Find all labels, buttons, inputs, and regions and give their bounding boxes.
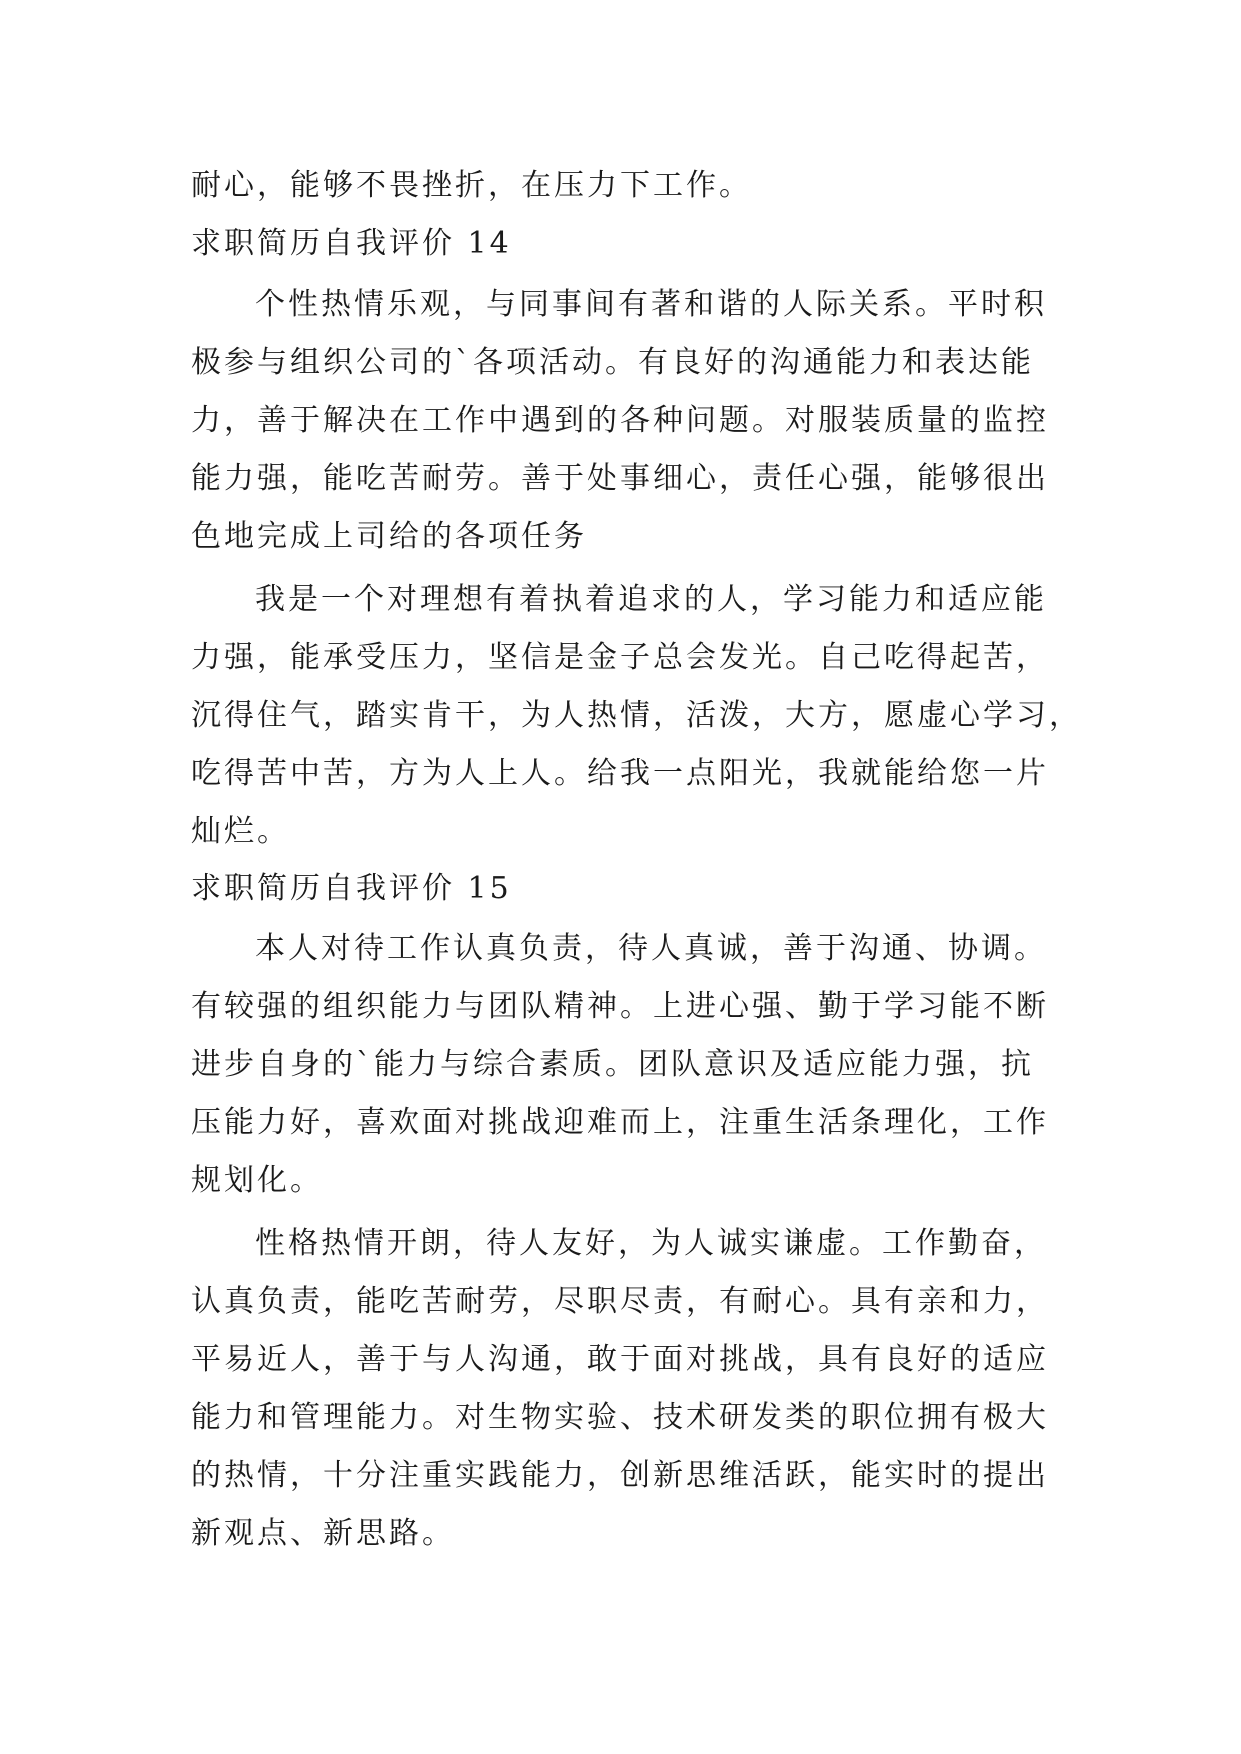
- section-heading: 求职简历自我评价 15: [191, 871, 512, 906]
- paragraph-line: 力强，能承受压力，坚信是金子总会发光。自己吃得起苦，: [191, 640, 1049, 675]
- paragraph-line: 规划化。: [191, 1163, 323, 1198]
- paragraph-line: 能力强，能吃苦耐劳。善于处事细心，责任心强，能够很出: [191, 461, 1049, 496]
- paragraph-line: 色地完成上司给的各项任务: [191, 519, 587, 554]
- paragraph-line: 进步自身的`能力与综合素质。团队意识及适应能力强，抗: [191, 1047, 1034, 1082]
- paragraph-line: 耐心，能够不畏挫折，在压力下工作。: [191, 168, 752, 203]
- paragraph-line: 新观点、新思路。: [191, 1516, 455, 1551]
- paragraph-line: 个性热情乐观，与同事间有著和谐的人际关系。平时积: [255, 287, 1047, 322]
- paragraph-line: 平易近人，善于与人沟通，敢于面对挑战，具有良好的适应: [191, 1342, 1049, 1377]
- paragraph-line: 极参与组织公司的`各项活动。有良好的沟通能力和表达能: [191, 345, 1034, 380]
- paragraph-line: 认真负责，能吃苦耐劳，尽职尽责，有耐心。具有亲和力，: [191, 1284, 1049, 1319]
- paragraph-line: 灿烂。: [191, 814, 290, 849]
- paragraph-line: 本人对待工作认真负责，待人真诚，善于沟通、协调。: [255, 931, 1047, 966]
- paragraph-line: 能力和管理能力。对生物实验、技术研发类的职位拥有极大: [191, 1400, 1049, 1435]
- paragraph-line: 压能力好，喜欢面对挑战迎难而上，注重生活条理化，工作: [191, 1105, 1049, 1140]
- section-heading: 求职简历自我评价 14: [191, 226, 512, 261]
- paragraph-line: 吃得苦中苦，方为人上人。给我一点阳光，我就能给您一片: [191, 756, 1049, 791]
- paragraph-line: 沉得住气，踏实肯干，为人热情，活泼，大方，愿虚心学习，: [191, 698, 1082, 733]
- paragraph-line: 有较强的组织能力与团队精神。上进心强、勤于学习能不断: [191, 989, 1049, 1024]
- paragraph-line: 我是一个对理想有着执着追求的人，学习能力和适应能: [255, 582, 1047, 617]
- paragraph-line: 的热情，十分注重实践能力，创新思维活跃，能实时的提出: [191, 1458, 1049, 1493]
- paragraph-line: 力，善于解决在工作中遇到的各种问题。对服装质量的监控: [191, 403, 1049, 438]
- paragraph-line: 性格热情开朗，待人友好，为人诚实谦虚。工作勤奋，: [255, 1226, 1047, 1261]
